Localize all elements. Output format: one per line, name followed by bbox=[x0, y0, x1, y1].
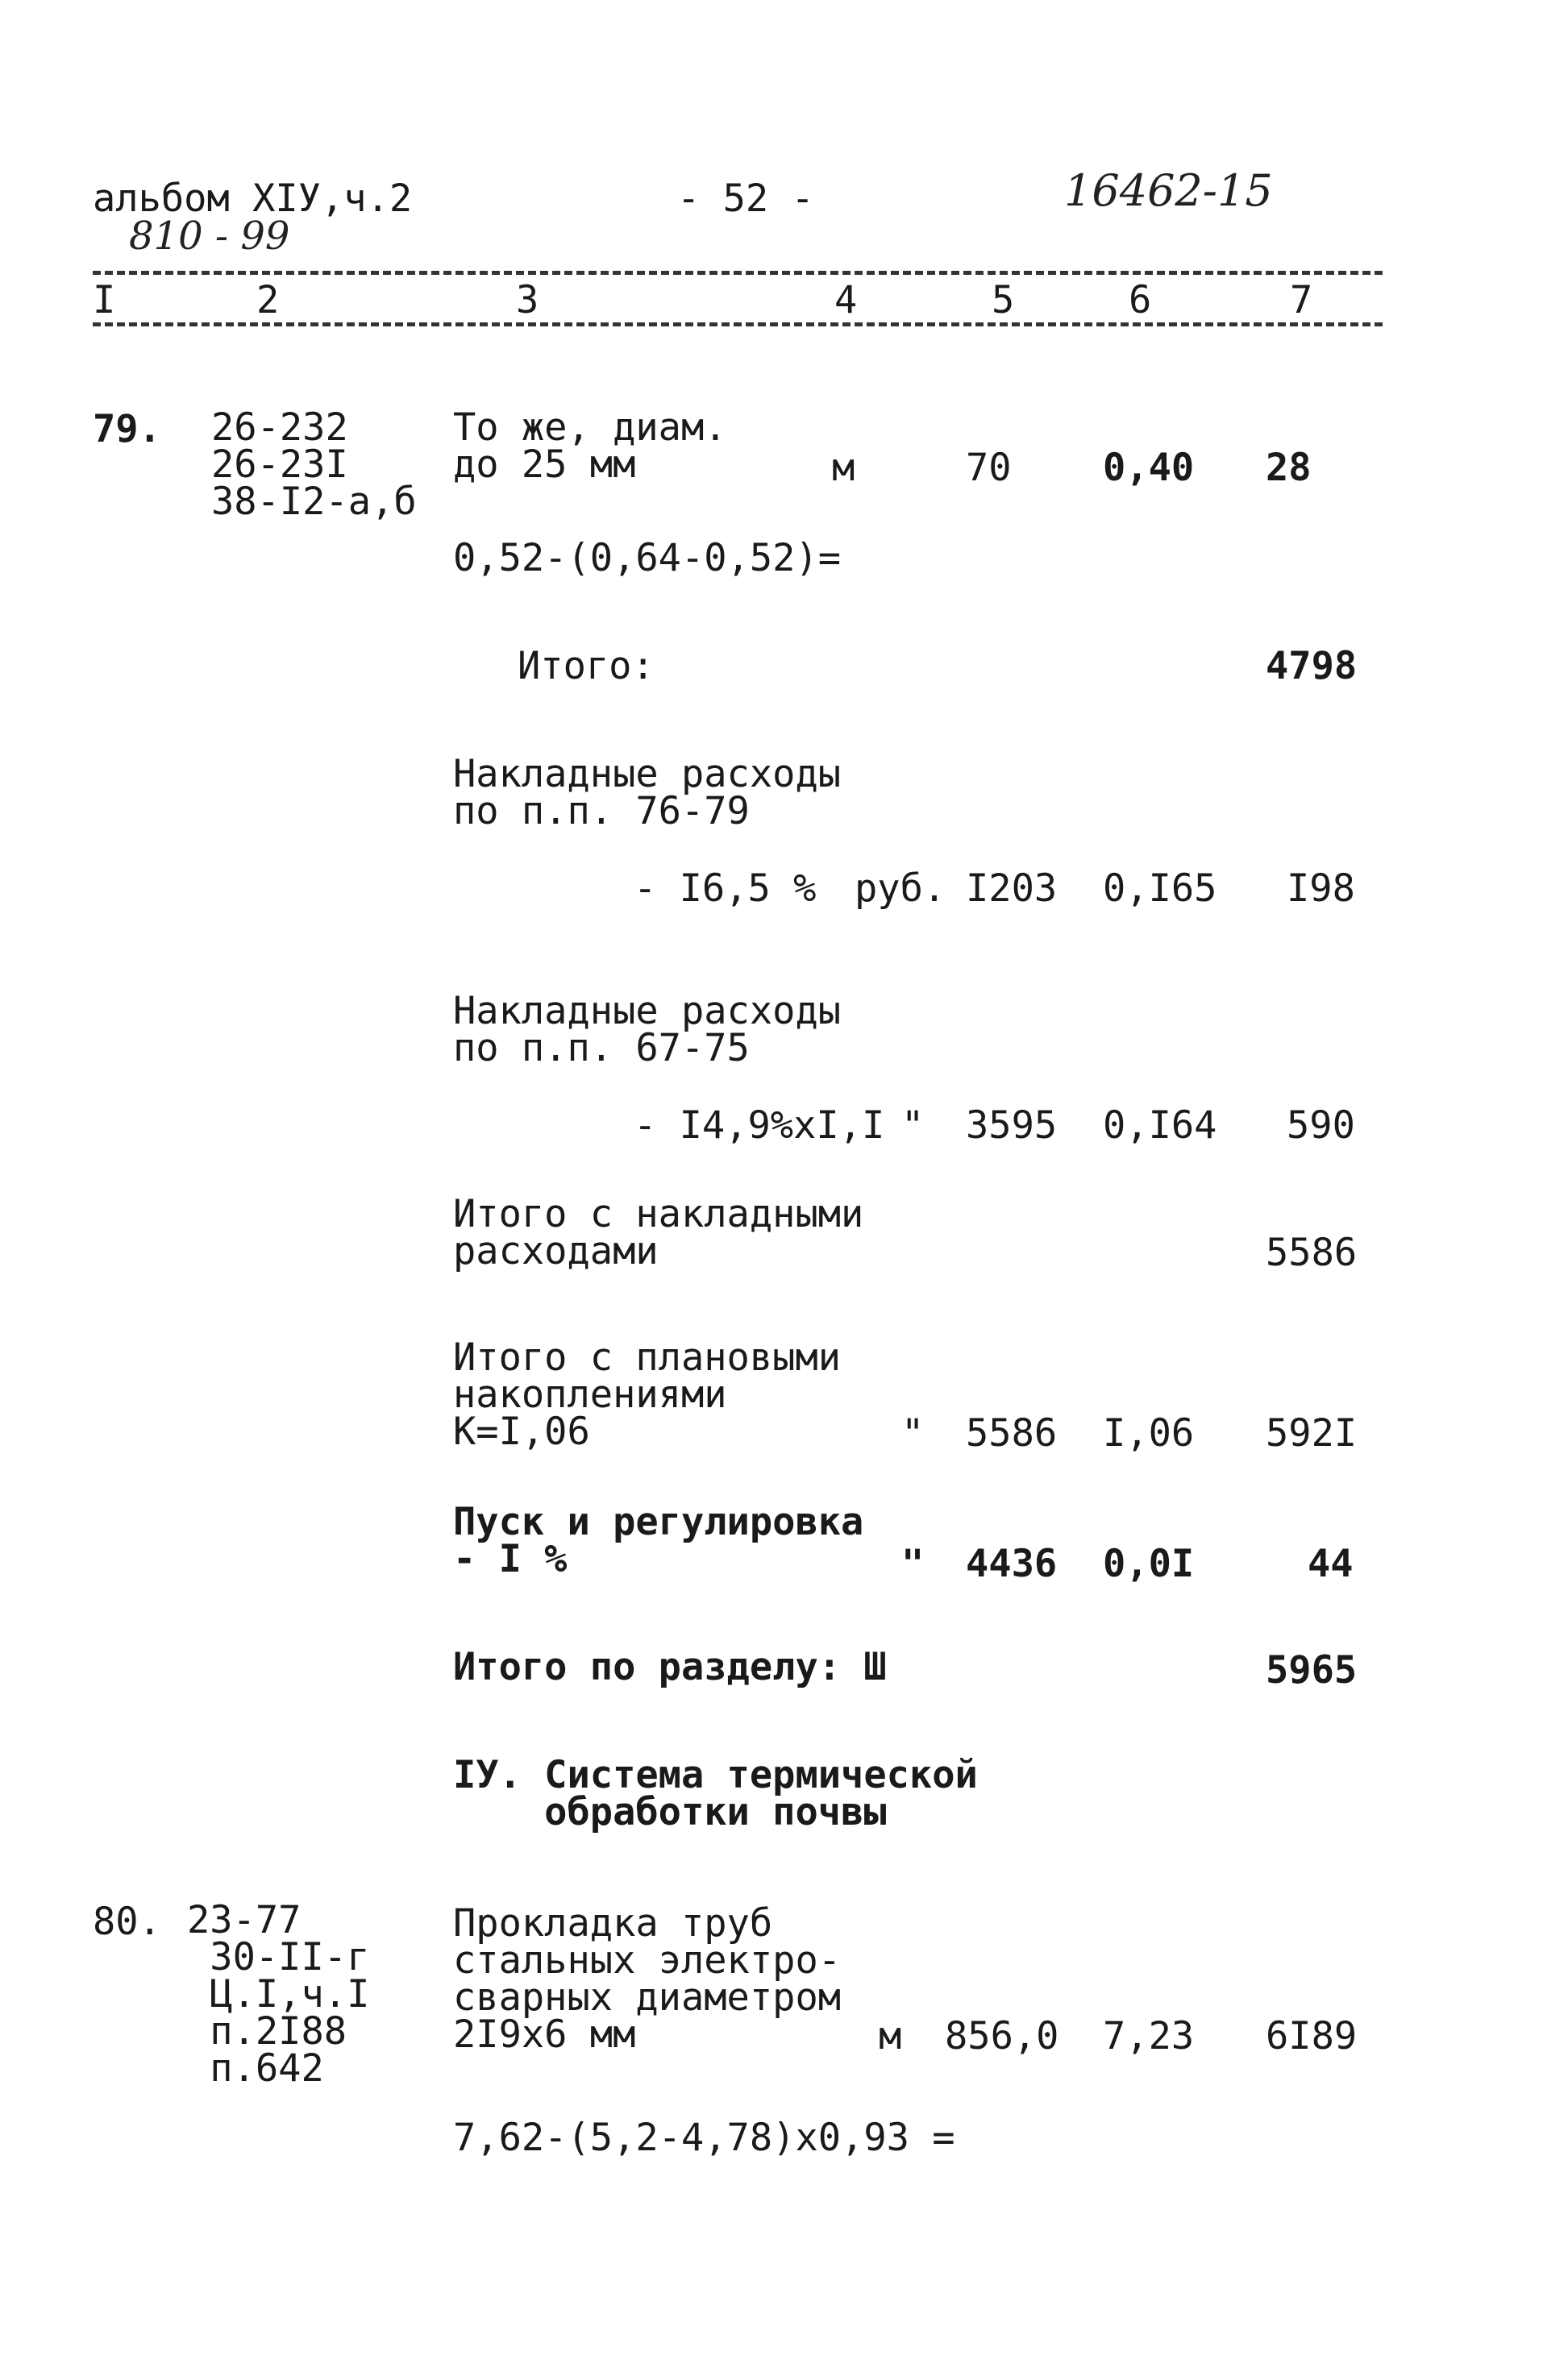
with-savings-price: I,06 bbox=[1103, 1411, 1195, 1456]
startup-total: 44 bbox=[1308, 1542, 1354, 1586]
with-savings-quantity: 5586 bbox=[966, 1411, 1058, 1456]
row-80-total: 6I89 bbox=[1266, 2014, 1358, 2058]
column-header-5: 5 bbox=[992, 278, 1015, 322]
column-header-2: 2 bbox=[256, 278, 280, 322]
row-80-number: 80. bbox=[93, 1900, 161, 1944]
column-header-4: 4 bbox=[834, 278, 858, 322]
page-number: - 52 - bbox=[677, 177, 814, 221]
overhead-1-label: Накладные расходы по п.п. 76-79 bbox=[453, 752, 842, 833]
album-label: альбом XIУ,ч.2 bbox=[93, 177, 413, 221]
overhead-1-quantity: I203 bbox=[966, 866, 1058, 911]
row-79-codes: 26-232 26-23I 38-I2-а,б bbox=[211, 405, 417, 524]
startup-label: Пуск и регулировка - I % bbox=[453, 1500, 864, 1581]
column-header-3: 3 bbox=[516, 278, 539, 322]
row-80-description: Прокладка труб стальных электро- сварных диаметром 2I9x6 мм bbox=[453, 1901, 842, 2057]
overhead-2-price: 0,I64 bbox=[1103, 1103, 1217, 1148]
row-80-unit: м bbox=[879, 2014, 902, 2058]
with-overhead-label: Итого с накладными расходами bbox=[453, 1192, 864, 1273]
row-79-unit: м bbox=[832, 446, 855, 490]
overhead-1-price: 0,I65 bbox=[1103, 866, 1217, 911]
column-header-1: I bbox=[93, 278, 116, 322]
column-header-7: 7 bbox=[1290, 278, 1313, 322]
startup-unit: " bbox=[901, 1542, 925, 1586]
with-savings-unit: " bbox=[901, 1411, 925, 1456]
row-79-description: То же, диам. до 25 мм bbox=[453, 405, 727, 487]
section-total-label: Итого по разделу: Ш bbox=[453, 1645, 887, 1689]
row-79-formula: 0,52-(0,64-0,52)= bbox=[453, 536, 842, 580]
overhead-2-total: 590 bbox=[1287, 1103, 1355, 1148]
overhead-2-quantity: 3595 bbox=[966, 1103, 1058, 1148]
row-80-formula: 7,62-(5,2-4,78)x0,93 = bbox=[453, 2116, 955, 2160]
overhead-2-unit: " bbox=[901, 1103, 925, 1148]
column-header-6: 6 bbox=[1129, 278, 1152, 322]
header-rule-bottom bbox=[93, 322, 1383, 326]
startup-price: 0,0I bbox=[1103, 1542, 1195, 1586]
row-80-quantity: 856,0 bbox=[945, 2014, 1059, 2058]
startup-quantity: 4436 bbox=[966, 1542, 1058, 1586]
with-savings-total: 592I bbox=[1266, 1411, 1358, 1456]
row-79-price: 0,40 bbox=[1103, 446, 1195, 490]
itogo-total: 4798 bbox=[1266, 644, 1358, 688]
row-79-total: 28 bbox=[1266, 446, 1312, 490]
row-79-number: 79. bbox=[93, 407, 161, 451]
with-overhead-total: 5586 bbox=[1266, 1231, 1358, 1275]
row-80-codes: 23-77 30-II-г Ц.I,ч.I п.2I88 п.642 bbox=[187, 1898, 370, 2091]
with-savings-label: Итого с плановыми накоплениями К=I,06 bbox=[453, 1335, 842, 1454]
overhead-1-total: I98 bbox=[1287, 866, 1355, 911]
section-4-title: IУ. Система термической обработки почвы bbox=[453, 1753, 978, 1834]
header-rule-top bbox=[93, 271, 1383, 275]
overhead-1-rate: - I6,5 % bbox=[634, 866, 817, 911]
overhead-2-label: Накладные расходы по п.п. 67-75 bbox=[453, 989, 842, 1070]
overhead-2-rate: - I4,9%xI,I bbox=[634, 1103, 885, 1148]
row-80-price: 7,23 bbox=[1103, 2014, 1195, 2058]
section-total-value: 5965 bbox=[1266, 1648, 1358, 1693]
row-79-quantity: 70 bbox=[966, 446, 1012, 490]
itogo-label: Итого: bbox=[518, 644, 655, 688]
document-number-handwritten: 16462-15 bbox=[1064, 165, 1273, 216]
album-handwritten-code: 810 - 99 bbox=[129, 214, 290, 259]
overhead-1-unit: руб. bbox=[855, 866, 946, 911]
